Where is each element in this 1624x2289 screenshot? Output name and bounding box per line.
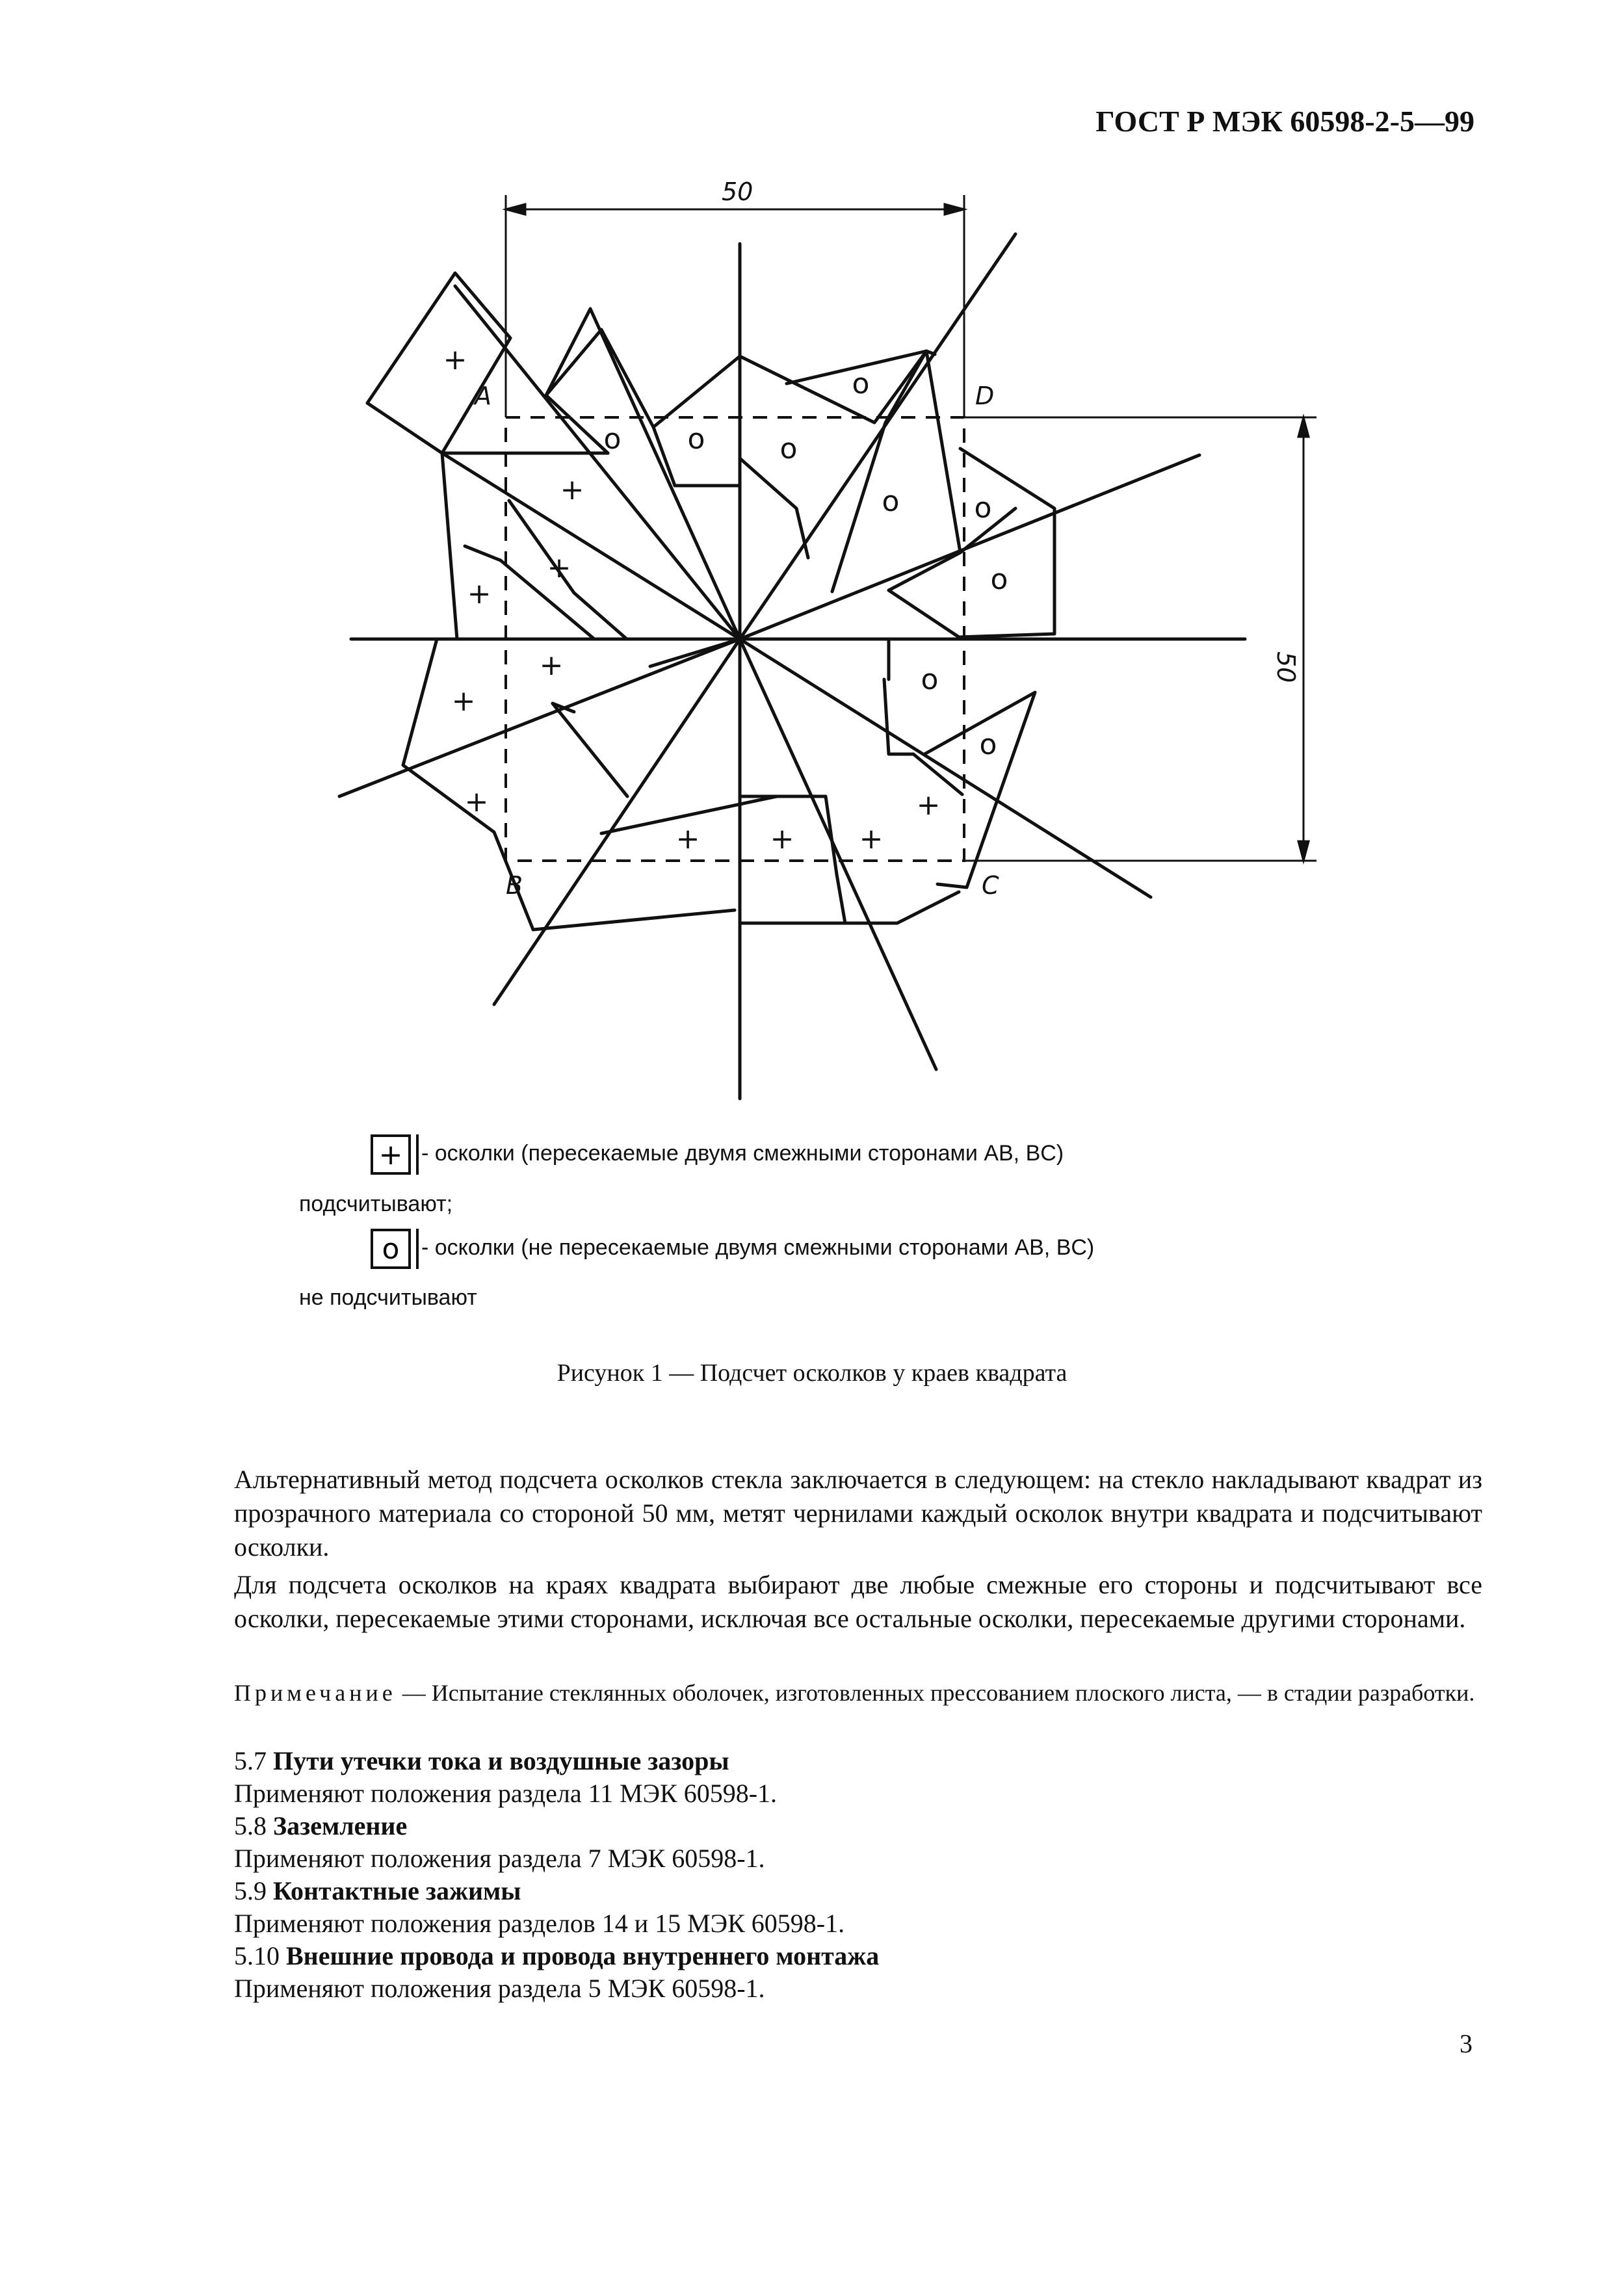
circle-mark: o bbox=[921, 663, 939, 696]
corner-label-b: B bbox=[506, 871, 523, 900]
legend-plus-box: + bbox=[371, 1134, 411, 1175]
note-text: — Испытание стеклянных оболочек, изготовленных прессованием плоского листа, — в стадии разработки. bbox=[396, 1680, 1475, 1706]
radial-line bbox=[455, 286, 740, 639]
circle-mark: o bbox=[779, 432, 798, 465]
circle-mark: o bbox=[974, 491, 992, 525]
fragment-edge bbox=[601, 330, 675, 486]
note-label: Примечание bbox=[234, 1680, 397, 1706]
section-heading: 5.8 Заземление bbox=[234, 1811, 408, 1840]
circle-mark: o bbox=[603, 423, 622, 456]
radial-line bbox=[590, 309, 740, 639]
radial-line bbox=[650, 639, 740, 666]
circle-mark: o bbox=[882, 485, 900, 518]
plus-mark: + bbox=[464, 785, 489, 818]
section-text: Применяют положения разделов 14 и 15 МЭК 60598-1. bbox=[234, 1909, 845, 1938]
radial-line bbox=[740, 639, 1151, 897]
paragraph-1 bbox=[234, 1463, 1482, 1564]
radial-line bbox=[442, 453, 740, 639]
dimension-right-label: 50 bbox=[1272, 651, 1300, 683]
section-text: Применяют положения раздела 11 МЭК 60598-1. bbox=[234, 1779, 778, 1808]
legend-plus-text-2: подсчитывают; bbox=[299, 1192, 453, 1216]
plus-mark: + bbox=[547, 551, 571, 584]
section-text: Применяют положения раздела 5 МЭК 60598-1. bbox=[234, 1974, 765, 2003]
plus-mark: + bbox=[675, 822, 700, 856]
fragment-edge bbox=[553, 703, 627, 796]
plus-mark: + bbox=[859, 822, 884, 856]
plus-mark: + bbox=[560, 473, 584, 506]
section-heading: 5.9 Контактные зажимы bbox=[234, 1876, 521, 1905]
plus-mark: + bbox=[451, 685, 476, 718]
note bbox=[234, 1677, 1482, 1708]
section-text: Применяют положения раздела 7 МЭК 60598-1. bbox=[234, 1844, 765, 1873]
fragment-edge bbox=[837, 874, 845, 923]
figure-caption: Рисунок 1 — Подсчет осколков у краев квадрата bbox=[557, 1359, 1067, 1387]
paragraph-2-text: Для подсчета осколков на краях квадрата выбирают две любые смежные его стороны и подсчитывают все осколки, пересекаемые этими сторонами, исключая все остальные осколки, пересекаемые другими сторонами. bbox=[234, 1570, 1482, 1633]
paragraph-2 bbox=[234, 1568, 1482, 1636]
corner-label-c: C bbox=[982, 871, 999, 900]
circle-mark: o bbox=[990, 563, 1008, 596]
fragment-edge bbox=[740, 458, 808, 558]
paragraph-1-text: Альтернативный метод подсчета осколков стекла заключается в следующем: на стекло накладывают квадрат из прозрачного материала со стороной 50 мм, метят чернилами каждый осколок внутри квадрата и подсчитывают осколки. bbox=[234, 1465, 1482, 1562]
corner-label-a: A bbox=[475, 382, 491, 410]
plus-mark: + bbox=[770, 822, 794, 856]
fragment-edge bbox=[740, 892, 959, 923]
section-heading: 5.7 Пути утечки тока и воздушные зазоры bbox=[234, 1746, 729, 1775]
document-header: ГОСТ Р МЭК 60598-2-5—99 bbox=[1095, 105, 1474, 138]
plus-mark: + bbox=[539, 649, 564, 682]
fragment-diagram bbox=[0, 0, 1624, 1118]
legend-circle-text-2: не подсчитывают bbox=[299, 1285, 477, 1310]
radial-line bbox=[494, 639, 740, 1004]
fragment-edge bbox=[442, 453, 457, 639]
page-number: 3 bbox=[1460, 2029, 1473, 2058]
plus-mark: + bbox=[443, 343, 467, 376]
plus-mark: + bbox=[467, 577, 491, 610]
corner-label-d: D bbox=[975, 382, 995, 410]
fragment-edge bbox=[533, 910, 735, 930]
legend-plus-text: - осколки (пересекаемые двумя смежными сторонами AB, BC) bbox=[421, 1141, 1064, 1166]
circle-mark: o bbox=[852, 367, 870, 400]
section-heading: 5.10 Внешние провода и провода внутреннего монтажа bbox=[234, 1941, 880, 1970]
legend-circle-text: - осколки (не пересекаемые двумя смежными сторонами AB, BC) bbox=[421, 1235, 1095, 1260]
radial-line bbox=[740, 639, 936, 1069]
fragment-edge bbox=[367, 273, 510, 453]
circle-mark: o bbox=[979, 728, 997, 761]
circle-mark: o bbox=[687, 423, 705, 456]
plus-mark: + bbox=[916, 789, 941, 822]
legend-circle-box: o bbox=[371, 1229, 411, 1269]
dimension-top-label: 50 bbox=[722, 177, 753, 206]
